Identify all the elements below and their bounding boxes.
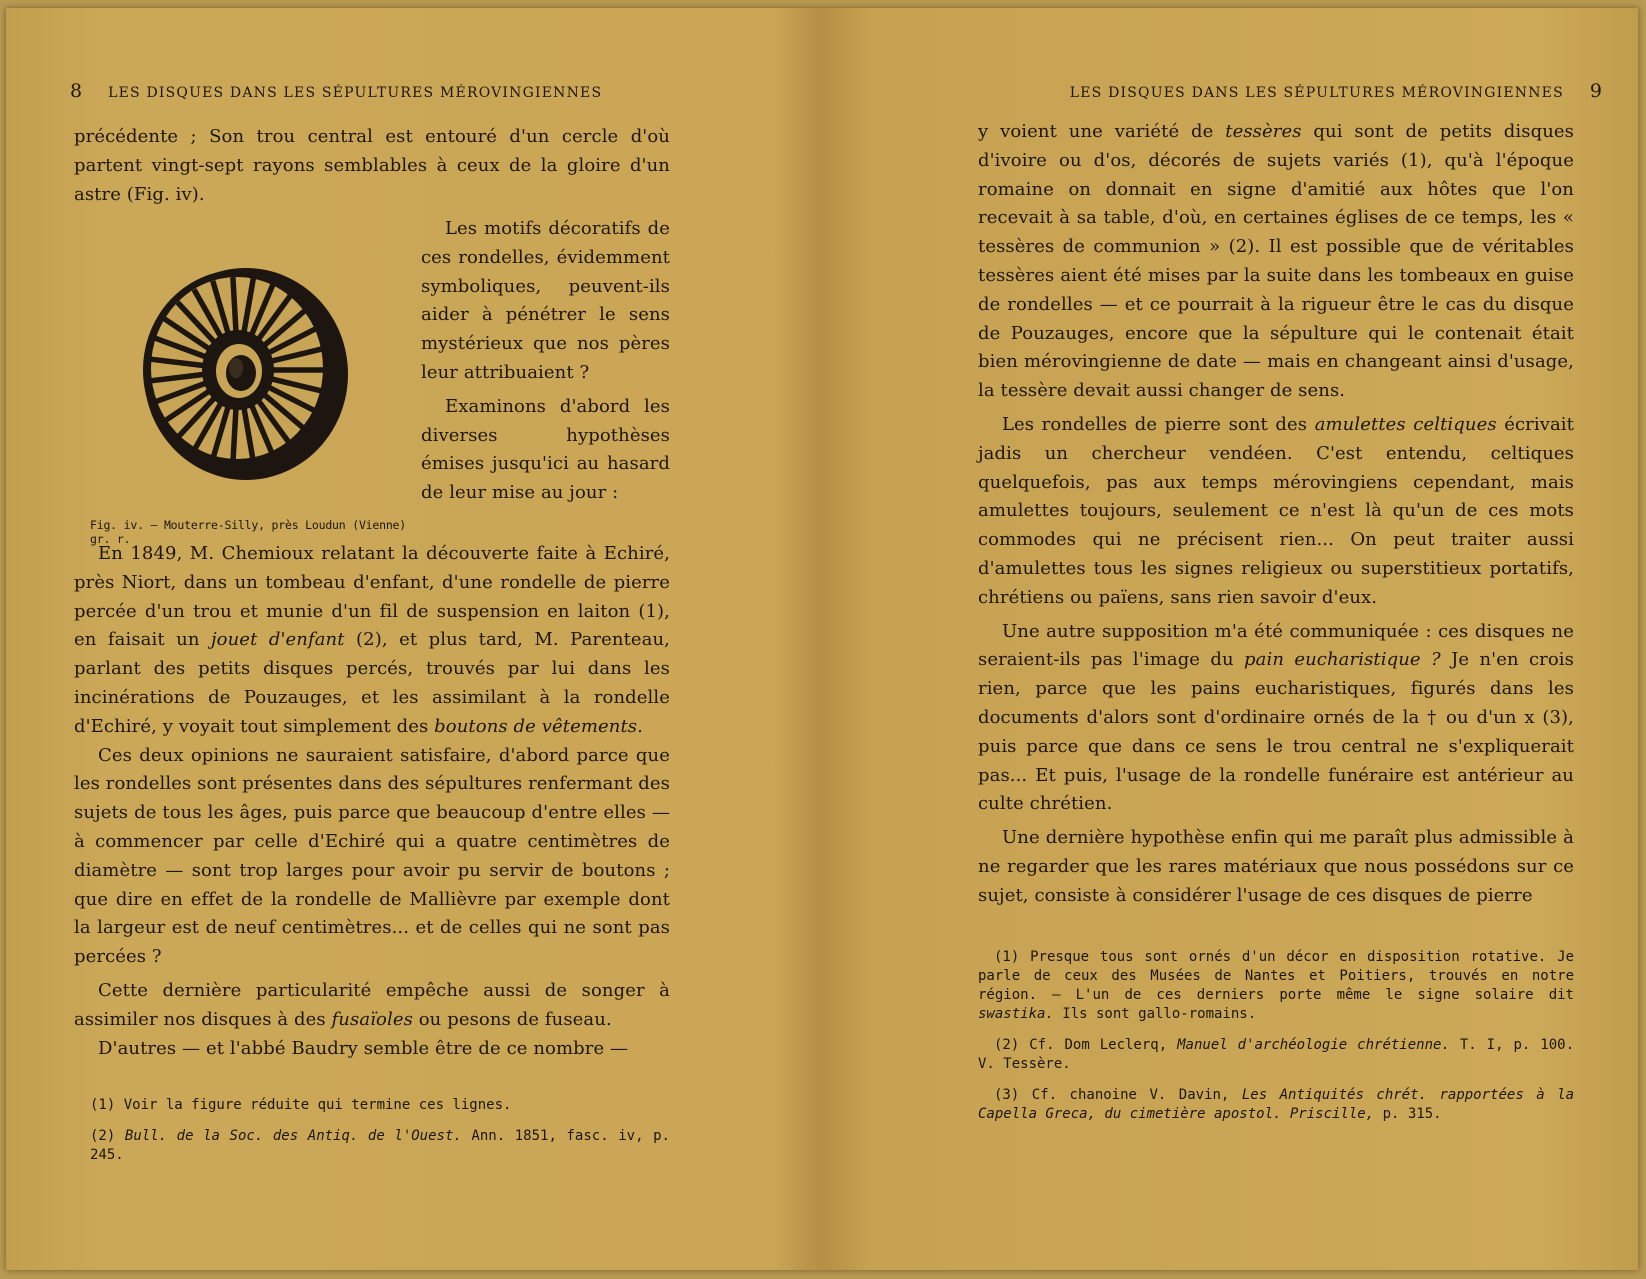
text-run: (2) <box>90 1128 125 1144</box>
right-footnotes <box>978 948 1574 1136</box>
italic-run: tessères <box>1225 121 1302 142</box>
left-column-paragraph-2: Examinons d'abord les diverses hypothèses émises jusqu'ici au hasard de leur mise au jour : <box>421 395 670 504</box>
text-run: (3) Cf. chanoine V. Davin, <box>994 1087 1242 1103</box>
wheel-spoke <box>233 277 236 332</box>
left-footnote-1: (1) Voir la figure réduite qui termine ces lignes. <box>90 1097 512 1113</box>
text-run: Ils sont gallo-romains. <box>1053 1006 1257 1022</box>
right-footnote-3 <box>978 1086 1574 1124</box>
text-run: Cette dernière particularité empêche aussi de songer à assimiler nos disques à des <box>74 979 670 1030</box>
text-run: En 1849, M. Chemioux relatant la découverte faite à Echiré, près Niort, dans un tombeau d'enfant, d'une rondelle de pierre percée d'un trou et munie d'un fil de suspension en laiton (1), en faisait un <box>74 543 670 651</box>
right-footnote-1 <box>978 948 1574 1024</box>
italic-run: Bull. de la Soc. des Antiq. de l'Ouest. <box>124 1128 462 1144</box>
rondelle-figure <box>134 258 358 484</box>
text-run: y voient une variété de <box>978 121 1226 142</box>
italic-run: Les Antiquités chrét. rapportées à la Capella Greca, du cimetière apostol. Priscille, <box>978 1087 1574 1122</box>
text-run: Ann. 1851, fasc. iv, p. 245. <box>90 1128 670 1163</box>
left-footnote-2 <box>90 1127 670 1165</box>
text-run: Une autre supposition m'a été communiquée : ces disques ne seraient-ils pas l'image du <box>978 620 1574 671</box>
left-top-paragraph <box>74 123 670 209</box>
figure-caption: Fig. iv. — Mouterre-Silly, près Loudun (Vienne) gr. r. <box>90 518 407 546</box>
left-column-paragraph-1: Les motifs décoratifs de ces rondelles, évidemment symboliques, peuvent-ils aider à pénétrer le sens mystérieux que nos pères leur attribuaient ? <box>421 218 670 383</box>
left-paragraph-1 <box>74 540 670 742</box>
text-run: écrivait jadis un chercheur vendéen. C'est entendu, celtiques quelquefois, pas aux temps mérovingiens cependant, mais amulettes toujours, seulement ce n'est là qu'un de ces mots commodes qui ne précisent rien... On peut traiter aussi d'amulettes tous les signes religieux ou superstitieux portatifs, chrétiens ou païens, sans rien savoir d'eux. <box>978 413 1574 608</box>
text-run: Les rondelles de pierre sont des <box>1002 413 1315 435</box>
right-running-head <box>1022 80 1602 104</box>
italic-run: Manuel d'archéologie chrétienne. <box>1177 1037 1450 1053</box>
text-run: qui sont de petits disques d'ivoire ou d'os, décorés de sujets variés (1), qu'à l'époque romaine on donnait en signe d'amitié aux hôtes que l'on recevait à sa table, d'où, en certaines églises de ce temps, les « tessères de communion » (2). Il est possible que de véritables tessères aient été mises par la suite dans les tombeaux en guise de rondelles — et ce pourrait à la rigueur être le cas du disque de Pouzauges, encore que la sépulture qui le contenait était bien mérovingienne de date — mais en changeant ainsi d'usage, la tessère devait aussi changer de sens. <box>978 121 1574 402</box>
right-paragraph-2 <box>978 411 1574 613</box>
left-footnotes <box>90 1096 670 1177</box>
right-page-number: 9 <box>1589 80 1602 102</box>
right-head-title: LES DISQUES DANS LES SÉPULTURES MÉROVINGIENNES <box>1069 85 1564 101</box>
left-paragraph-4: D'autres — et l'abbé Baudry semble être de ce nombre — <box>98 1037 629 1059</box>
italic-run: jouet d'enfant <box>211 629 345 651</box>
italic-run: fusaïoles <box>331 1008 413 1030</box>
italic-run: boutons de vêtements. <box>434 715 643 737</box>
text-run: p. 315. <box>1374 1106 1442 1122</box>
left-running-head <box>70 80 630 104</box>
book-spread <box>6 8 1638 1270</box>
right-paragraph-3 <box>978 618 1574 820</box>
left-page-number: 8 <box>70 80 83 102</box>
left-main-text <box>74 540 670 1063</box>
left-top-text: précédente ; Son trou central est entouré d'un cercle d'où partent vingt-sept rayons semblables à ceux de la gloire d'un astre (Fig. iv). <box>74 126 670 205</box>
text-run: (2) Cf. Dom Leclerq, <box>994 1037 1178 1053</box>
right-footnote-2 <box>978 1036 1574 1074</box>
italic-run: amulettes celtiques <box>1314 413 1497 435</box>
right-paragraph-4: Une dernière hypothèse enfin qui me paraît plus admissible à ne regarder que les rares matériaux que nous possédons sur ce sujet, consiste à considérer l'usage de ces disques de pierre <box>978 827 1574 906</box>
wheel-spoke <box>233 408 236 463</box>
text-run: Je n'en crois rien, parce que les pains eucharistiques, figurés dans les documents d'alors sont d'ordinaire ornés de la † ou d'un x (3), puis parce que dans ce sens le trou central ne s'expliquerait pas... Et puis, l'usage de la rondelle funéraire est antérieur au culte chrétien. <box>978 649 1574 815</box>
text-run: ou pesons de fuseau. <box>412 1008 612 1030</box>
italic-run: pain eucharistique ? <box>1244 649 1441 671</box>
left-head-title: LES DISQUES DANS LES SÉPULTURES MÉROVINGIENNES <box>108 85 603 101</box>
text-run: (1) Presque tous sont ornés d'un décor en disposition rotative. Je parle de ceux des Musées de Nantes et Poitiers, trouvés en notre région. — L'un de ces derniers porte même le signe solaire dit <box>978 949 1574 1003</box>
left-paragraph-2: Ces deux opinions ne sauraient satisfaire, d'abord parce que les rondelles sont présentes dans des sépultures renfermant des sujets de tous les âges, puis parce que beaucoup d'entre elles — à commencer par celle d'Echiré qui a quatre centimètres de diamètre — sont trop larges pour avoir pu servir de boutons ; que dire en effet de la rondelle de Mallièvre par exemple dont la largeur est de neuf centimètres... et de celles qui ne sont pas percées ? <box>74 744 671 968</box>
text-run: (2), et plus tard, M. Parenteau, parlant des petits disques percés, trouvés par lui dans les incinérations de Pouzauges, et les assimilant à la rondelle d'Echiré, y voyait tout simplement des <box>74 629 670 737</box>
right-paragraph-1 <box>978 118 1574 406</box>
left-page <box>6 8 822 1270</box>
right-page <box>822 8 1638 1270</box>
left-column-text <box>421 215 670 508</box>
left-paragraph-3 <box>74 977 670 1035</box>
italic-run: swastika. <box>978 1006 1054 1022</box>
right-main-text <box>978 118 1574 911</box>
text-run: T. I, p. 100. V. Tessère. <box>978 1037 1574 1072</box>
